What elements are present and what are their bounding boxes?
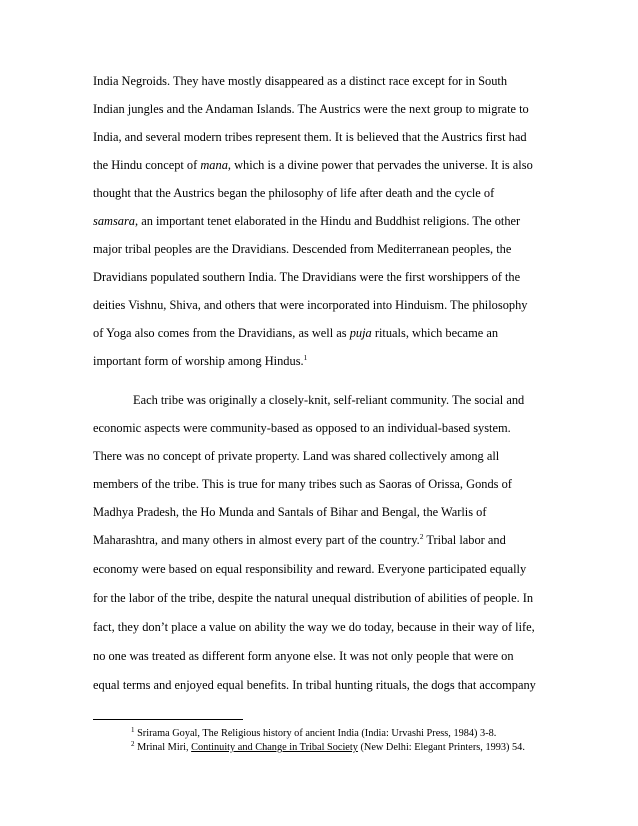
- text-run: economy were based on equal responsibility and reward. Everyone participated equally: [93, 562, 527, 576]
- italic-term: mana: [200, 158, 228, 172]
- footnote-text: Srirama Goyal, The Religious history of ancient India (India: Urvashi Press, 1984) 3-8.: [134, 728, 497, 739]
- body-line-8: [93, 269, 520, 285]
- body-line-20: [93, 619, 535, 635]
- text-run: no one was treated as different form anyone else. It was not only people that were on: [93, 649, 514, 663]
- text-run: rituals, which became an: [371, 326, 499, 340]
- text-run: important form of worship among Hindus.: [93, 354, 304, 368]
- body-line-1: [93, 73, 507, 89]
- text-run: thought that the Austrics began the philosophy of life after death and the cycle of: [93, 186, 495, 200]
- text-run: the Hindu concept of: [93, 158, 201, 172]
- body-line-3: [93, 129, 527, 145]
- footnote-separator: [93, 719, 243, 720]
- text-run: Madhya Pradesh, the Ho Munda and Santals of Bihar and Bengal, the Warlis of: [93, 505, 487, 519]
- footnote-text: (New Delhi: Elegant Printers, 1993) 54.: [357, 742, 525, 753]
- body-line-14: [93, 448, 499, 464]
- body-line-9: [93, 297, 527, 313]
- body-line-15: [93, 476, 512, 492]
- text-run: Tribal labor and: [423, 533, 506, 547]
- footnote-2: [131, 741, 525, 755]
- text-run: India, and several modern tribes represent them. It is believed that the Austrics first had: [93, 130, 527, 144]
- body-line-19: [93, 590, 533, 606]
- body-line-5: [93, 185, 494, 201]
- text-run: of Yoga also comes from the Dravidians, as well as: [93, 326, 350, 340]
- footnote-text: Mrinal Miri,: [134, 742, 192, 753]
- body-line-13: [93, 420, 511, 436]
- text-run: Maharashtra, and many others in almost every part of the country.: [93, 533, 420, 547]
- footnote-number: 2: [131, 740, 135, 748]
- body-line-18: [93, 561, 526, 577]
- footnote-ref: 1: [303, 353, 308, 362]
- body-line-10: [93, 325, 498, 341]
- body-line-21: [93, 648, 514, 664]
- footnote-1: [131, 727, 496, 741]
- text-run: for the labor of the tribe, despite the natural unequal distribution of abilities of people. In: [93, 591, 534, 605]
- footnote-number: 1: [131, 726, 135, 734]
- text-run: There was no concept of private property. Land was shared collectively among all: [93, 449, 500, 463]
- body-line-4: [93, 157, 533, 173]
- text-run: Dravidians populated southern India. The Dravidians were the first worshippers of the: [93, 270, 521, 284]
- footnote-ref: 2: [419, 532, 424, 541]
- text-run: major tribal peoples are the Dravidians. Descended from Mediterranean peoples, the: [93, 242, 512, 256]
- text-run: fact, they don’t place a value on ability the way we do today, because in their way of life,: [93, 620, 535, 634]
- body-line-7: [93, 241, 511, 257]
- text-run: Each tribe was originally a closely-knit, self-reliant community. The social and: [133, 393, 525, 407]
- body-line-6: [93, 213, 520, 229]
- text-run: Indian jungles and the Andaman Islands. The Austrics were the next group to migrate to: [93, 102, 529, 116]
- body-line-22: [93, 677, 536, 693]
- text-run: equal terms and enjoyed equal benefits. In tribal hunting rituals, the dogs that accompany: [93, 678, 536, 692]
- text-run: deities Vishnu, Shiva, and others that were incorporated into Hinduism. The philosophy: [93, 298, 528, 312]
- body-line-16: [93, 504, 486, 520]
- body-line-17: [93, 532, 506, 548]
- text-run: India Negroids. They have mostly disappeared as a distinct race except for in South: [93, 74, 508, 88]
- text-run: economic aspects were community-based as opposed to an individual-based system.: [93, 421, 511, 435]
- italic-term: samsara: [93, 214, 135, 228]
- footnote-book-title: Continuity and Change in Tribal Society: [191, 742, 358, 753]
- body-line-12: [133, 392, 524, 408]
- text-run: , an important tenet elaborated in the Hindu and Buddhist religions. The other: [135, 214, 521, 228]
- text-run: members of the tribe. This is true for many tribes such as Saoras of Orissa, Gonds of: [93, 477, 512, 491]
- text-run: , which is a divine power that pervades the universe. It is also: [227, 158, 533, 172]
- body-line-11: [93, 353, 307, 369]
- italic-term: puja: [349, 326, 372, 340]
- body-line-2: [93, 101, 529, 117]
